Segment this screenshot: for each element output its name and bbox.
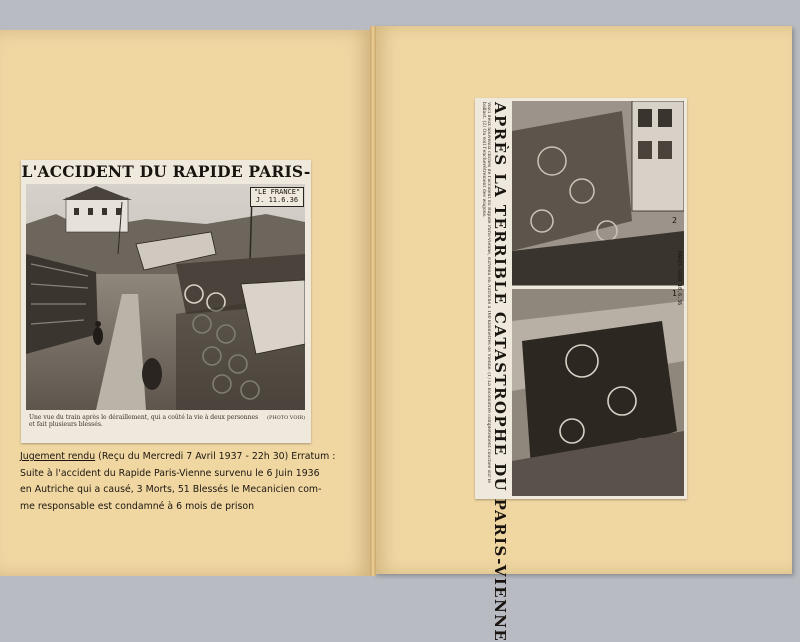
note-heading-rest: (Reçu du Mercredi 7 Avril 1937 - 22h 30) Erratum : bbox=[98, 451, 336, 462]
handwritten-note bbox=[20, 449, 350, 515]
photo-caption: Une vue du train après le déraillement, qui a coûté la vie à deux personnes et fait plusieurs blessés. bbox=[29, 414, 259, 428]
note-line-4: me responsable est condamné à 6 mois de prison bbox=[20, 500, 255, 512]
wreck-photos-pair bbox=[512, 101, 684, 496]
newspaper-clipping-right bbox=[475, 98, 687, 642]
newspaper-clipping-left bbox=[21, 160, 311, 443]
note-heading: Jugement rendu bbox=[20, 451, 96, 462]
photo-number-top: 2 bbox=[672, 216, 678, 225]
note-line-2: Suite à l'accident du Rapide Paris-Vienne survenu le 6 Juin 1936 bbox=[20, 467, 320, 479]
album-spine bbox=[370, 26, 376, 576]
newspaper-stamp-right: PARIS-SOIR 10.6.36 bbox=[676, 251, 682, 306]
photo-number-bottom: 1 bbox=[672, 289, 678, 298]
clipping-headline: L'ACCIDENT DU RAPIDE PARIS- bbox=[21, 162, 311, 181]
stamp-line-2: J. 11.6.36 bbox=[255, 196, 299, 204]
clipping-headline-vertical: APRÈS LA TERRIBLE CATASTROPHE DU PARIS-VIENNE bbox=[491, 102, 509, 642]
note-line-3: en Autriche qui a causé, 3 Morts, 51 Blessés le Mecanicien com- bbox=[20, 484, 322, 495]
newspaper-stamp bbox=[250, 187, 304, 207]
stamp-line-1: "LE FRANCE" bbox=[253, 188, 301, 196]
photo-credit: (PHOTO VOIR) bbox=[267, 415, 306, 421]
vertical-text-column bbox=[475, 98, 511, 642]
clipping-body-text: Voici deux nouveaux clichés de l'accident du Rapide Paris-Vienne, survenu en Autriche à 160 kilomètres de Vienne. (1) La locomotive complètement couchée sur le ballast. (2) On voit l'enchevêtrement des wagons. bbox=[480, 102, 491, 483]
